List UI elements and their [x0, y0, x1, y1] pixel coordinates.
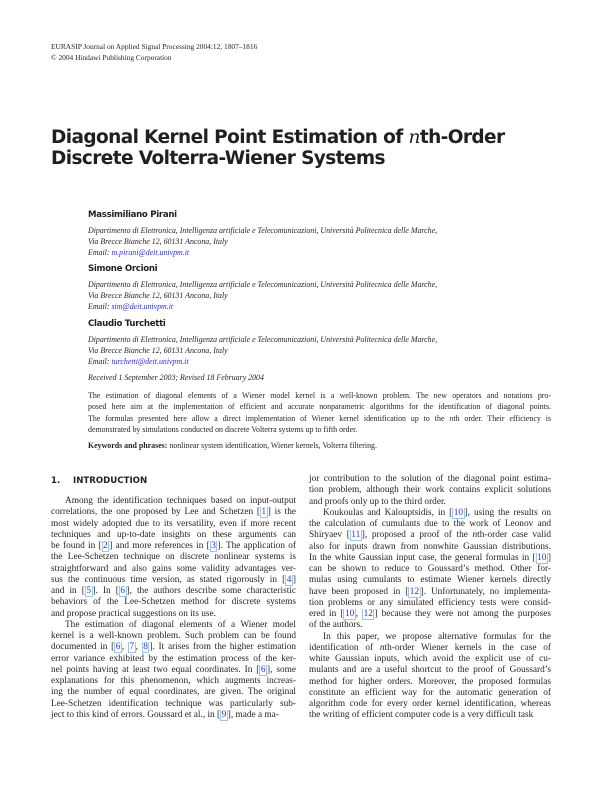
body-line: Among the identification techniques based on input-output	[65, 496, 296, 506]
author-affiliation	[88, 225, 437, 258]
right-column	[309, 474, 551, 722]
body-line: correlations, the one proposed by Lee and Schetzen [ 1 ] is the	[51, 507, 297, 518]
body-line: In the white Gaussian input case, the general formulas in [ 10 ]	[309, 552, 551, 563]
email-line	[88, 247, 437, 258]
section-title: INTRODUCTION	[73, 476, 148, 486]
received-dates: Received 1 September 2003; Revised 18 February 2004	[88, 373, 264, 382]
citation-link[interactable]: 1	[261, 507, 267, 518]
address-line: Via Brecce Bianche 12, 60131 Ancona, Italy	[88, 237, 228, 246]
body-line: Lee-Schetzen identification technique was particularly sub-	[51, 698, 296, 709]
abstract	[88, 390, 551, 436]
address-line: Via Brecce Bianche 12, 60131 Ancona, Italy	[88, 346, 228, 355]
body-line: ing the number of equal coordinates, are given. The original	[51, 687, 296, 698]
citation-link[interactable]: 8	[143, 642, 148, 653]
citation-link[interactable]: 5	[86, 586, 91, 596]
citation-link[interactable]: 12	[363, 609, 373, 619]
body-line: explanations for this phenomenon, which augments increas-	[51, 676, 296, 686]
email-link[interactable]: m.pirani@deit.univpm.it	[111, 248, 190, 257]
body-line: The estimation of diagonal elements of a Wiener model	[65, 619, 296, 630]
citation-link[interactable]: 12	[409, 586, 420, 597]
email-link[interactable]: turchetti@deit.univpm.it	[111, 357, 189, 366]
address-line: Via Brecce Bianche 12, 60131 Ancona, Italy	[88, 291, 228, 300]
body-line: mulas using cumulants to estimate Wiener kernels directly	[309, 575, 551, 586]
body-line: nel points having at least two equal coordinates. In [ 6 ], some	[51, 664, 296, 675]
author-affiliation	[88, 279, 437, 312]
body-line: of the authors.	[309, 620, 363, 631]
citation-link[interactable]: 4	[286, 574, 292, 585]
body-line: white Gaussian inputs, which avoid the explicit use of cu-	[309, 654, 551, 664]
abstract-line: The formulas presented here allow a direct implementation of Wiener kernel identification up to the nth order. Their efficiency is	[88, 413, 551, 423]
body-line: the writing of efficient computer code is a very difficult task	[309, 710, 534, 721]
body-line: mulants and are a useful shortcut to the proof of Goussard’s	[309, 665, 551, 676]
section-heading	[51, 476, 147, 486]
body-line: and in [ 5 ]. In [ 6 ], the authors describe some characteristic	[51, 586, 296, 596]
abstract-line: The estimation of diagonal elements of a Wiener model kernel is a well-known problem. The new operators and notations pro-	[88, 391, 551, 400]
citation-link[interactable]: 10	[344, 609, 355, 619]
body-line: the Lee-Schetzen technique on discrete nonlinear systems is	[51, 552, 296, 563]
body-line: tion problems or any simulated efficiency tests were consid-	[309, 597, 551, 608]
email-label: Email:	[88, 357, 110, 366]
author-name: Massimiliano Pirani	[88, 210, 177, 220]
email-link[interactable]: sim@deit.univpm.it	[111, 302, 174, 311]
body-line: the calculation of cumulants due to the work of Leonov and	[309, 519, 551, 529]
citation-link[interactable]: 9	[221, 709, 227, 720]
body-line: error variance exhibited by the estimation process of the ker-	[51, 653, 296, 664]
abstract-line: demonstrated by simulations conducted on discrete Volterra systems up to fifth order.	[88, 425, 358, 435]
body-line: constitute an efficient way for the automatic generation of	[309, 687, 551, 698]
affiliation-line: Dipartimento di Elettronica, Intelligenza artificiale e Telecomunicazioni, Università Politecnica delle Marche,	[88, 280, 438, 289]
journal-line: EURASIP Journal on Applied Signal Processing 2004:12, 1807–1816	[51, 42, 258, 51]
copyright-line: © 2004 Hindawi Publishing Corporation	[51, 53, 172, 62]
body-line: straightforward and also gains some validity advantages ver-	[51, 563, 296, 574]
body-line: be found in [ 2 ] and more references in [ 3 ]. The application of	[51, 541, 296, 551]
body-line: identification of nth-order Wiener kernels in the case of	[309, 642, 551, 653]
body-line: behaviors of the Lee-Schetzen method for discrete systems	[51, 597, 296, 608]
citation-link[interactable]: 11	[351, 530, 361, 541]
affiliation-line: Dipartimento di Elettronica, Intelligenza artificiale e Telecomunicazioni, Università Politecnica delle Marche,	[88, 335, 438, 344]
body-line: Shiryaev [ 11 ], proposed a proof of the nth-order case valid	[309, 530, 551, 541]
body-line: can be shown to reduce to Goussard’s method. Other for-	[309, 564, 551, 574]
body-line: have been proposed in [ 12 ]. Unfortunately, no implementa-	[309, 586, 551, 597]
email-label: Email:	[88, 248, 110, 257]
citation-link[interactable]: 2	[103, 541, 108, 551]
citation-link[interactable]: 10	[453, 507, 464, 518]
author-name: Claudio Turchetti	[88, 319, 166, 329]
email-line	[88, 301, 437, 312]
title-line-2: Discrete Volterra-Wiener Systems	[51, 148, 385, 169]
body-line: jor contribution to the solution of the diagonal point estima-	[309, 474, 551, 484]
citation-link[interactable]: 7	[129, 642, 135, 653]
title-n: n	[408, 127, 420, 148]
citation-link[interactable]: 6	[260, 664, 266, 675]
email-label: Email:	[88, 302, 110, 311]
citation-link[interactable]: 6	[115, 642, 121, 653]
citation-link[interactable]: 3	[211, 541, 216, 551]
body-line: ered in [ 10 , 12 ] because they were not among the purposes	[309, 609, 551, 619]
paper-title	[51, 127, 505, 169]
left-column	[51, 496, 296, 721]
email-line	[88, 356, 437, 367]
title-part: Diagonal Kernel Point Estimation of	[51, 127, 409, 148]
body-line: kernel is a well-known problem. Such problem can be found	[51, 631, 296, 641]
author-affiliation	[88, 334, 437, 367]
body-line: method for higher orders. Moreover, the proposed formulas	[309, 676, 551, 687]
keywords-text: nonlinear system identification, Wiener kernels, Volterra filtering.	[167, 441, 377, 450]
body-line: techniques and up-to-date insights on these arguments can	[51, 529, 296, 540]
body-line: In this paper, we propose alternative formulas for the	[323, 631, 551, 642]
body-line: most widely adopted due to its versatility, even if more recent	[51, 518, 296, 529]
body-line: also for inputs drawn from nonwhite Gaussian distributions.	[309, 541, 551, 552]
section-number: 1.	[51, 476, 61, 486]
body-line: sus the continuous time version, as stated rigorously in [ 4 ]	[51, 574, 296, 585]
body-line: Koukoulas and Kalouptsidis, in [ 10 ], using the results on	[323, 507, 551, 518]
citation-link[interactable]: 6	[120, 586, 125, 596]
keywords	[88, 441, 377, 450]
author-name: Simone Orcioni	[88, 264, 158, 274]
abstract-line: posed here aim at the implementation of efficient and accurate nonparametric algorithms for the identification of diagonal points.	[88, 402, 551, 412]
keywords-label: Keywords and phrases:	[88, 441, 168, 450]
title-part: th-Order	[419, 127, 505, 148]
body-line: ject to this kind of errors. Goussard et al., in [ 9 ], made a ma-	[51, 709, 279, 720]
body-line: algorithm code for every order kernel identification, whereas	[309, 699, 551, 709]
body-line: documented in [ 6 , 7 , 8 ]. It arises from the higher estimation	[51, 642, 297, 653]
body-line: and proofs only up to the third order.	[309, 496, 446, 507]
body-line: and propose practical suggestions on its use.	[51, 608, 216, 619]
affiliation-line: Dipartimento di Elettronica, Intelligenza artificiale e Telecomunicazioni, Università Politecnica delle Marche,	[88, 226, 438, 235]
citation-link[interactable]: 10	[537, 552, 547, 563]
body-line: tion problem, although their work contains explicit solutions	[309, 485, 551, 496]
